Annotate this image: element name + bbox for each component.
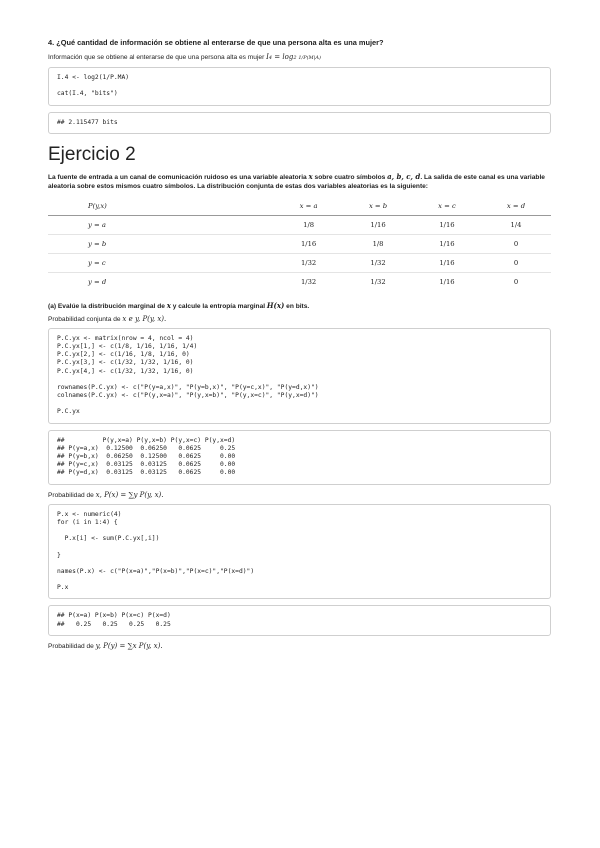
table-header-row: [48, 197, 551, 216]
code-line: ## 0.25 0.25 0.25 0.25: [57, 620, 171, 628]
table-cell: 0: [481, 272, 551, 291]
code-line: ## P(y=a,x) 0.12500 0.06250 0.0625 0.25: [57, 444, 236, 452]
code-line: [57, 576, 542, 584]
table-cell: y = c: [48, 253, 274, 272]
code-line: [57, 400, 542, 408]
table-cell: 1/32: [274, 253, 343, 272]
table-cell: 1/16: [274, 234, 343, 253]
code-block-i4: [48, 67, 551, 106]
code-block-px: [48, 504, 551, 600]
table-header-cell: x = a: [274, 197, 343, 216]
table-row: [48, 272, 551, 291]
code-block-joint-matrix: [48, 328, 551, 424]
code-line: P.C.yx[2,] <- c(1/16, 1/8, 1/16, 0): [57, 351, 190, 359]
joint-distribution-table: [48, 197, 551, 291]
table-header-cell: x = d: [481, 197, 551, 216]
code-line: P.x[i] <- sum(P.C.yx[,i]): [57, 535, 160, 543]
code-line: ## P(y,x=a) P(y,x=b) P(y,x=c) P(y,x=d): [57, 436, 236, 444]
table-header-cell: P(y,x): [48, 197, 274, 216]
table-row: [48, 234, 551, 253]
table-cell: 1/32: [343, 272, 413, 291]
code-line: [57, 543, 542, 551]
table-cell: y = d: [48, 272, 274, 291]
code-line: P.C.yx <- matrix(nrow = 4, ncol = 4): [57, 334, 194, 342]
code-line: P.x: [57, 584, 69, 592]
table-cell: 1/16: [343, 215, 413, 234]
code-line: ## P(x=a) P(x=b) P(x=c) P(x=d): [57, 612, 171, 620]
table-cell: 1/16: [413, 272, 481, 291]
table-cell: y = b: [48, 234, 274, 253]
table-row: [48, 253, 551, 272]
table-cell: 1/16: [413, 253, 481, 272]
table-cell: 0: [481, 234, 551, 253]
code-line: [57, 82, 542, 90]
table-header-cell: x = b: [343, 197, 413, 216]
code-line: [57, 527, 542, 535]
py-probability-text: Probabilidad de y, P(y) = ∑x P(y, x).: [48, 641, 163, 650]
table-cell: 1/32: [343, 253, 413, 272]
table-cell: 1/8: [343, 234, 413, 253]
code-line: ## P(y=b,x) 0.06250 0.12500 0.0625 0.00: [57, 453, 236, 460]
table-cell: 0: [481, 253, 551, 272]
output-block-joint-matrix: [48, 430, 551, 485]
document-content: [48, 30, 551, 655]
code-line: ## P(y=d,x) 0.03125 0.03125 0.0625 0.00: [57, 469, 236, 477]
question-4-text: Información que se obtiene al enterarse de que una persona alta es mujer I4 = log2 1/P(M|A): [48, 53, 321, 61]
code-line: P.C.yx[3,] <- c(1/32, 1/32, 1/16, 0): [57, 359, 194, 367]
code-line: colnames(P.C.yx) <- c("P(y,x=a)", "P(y,x=b)", "P(y,x=c)", "P(y,x=d)"): [57, 392, 319, 400]
exercise-intro: La fuente de entrada a un canal de comunicación ruidoso es una variable aleatoria x sobre cuatro símbolos a, b, c, d. La salida de este canal es una variable aleatoria sobre estos mismos cuatro símbolos. La distribución conjunta de estas dos variables aleatorias es la siguiente:: [48, 171, 545, 190]
code-line: P.C.yx[1,] <- c(1/8, 1/16, 1/16, 1/4): [57, 342, 198, 350]
code-line: P.x <- numeric(4): [57, 510, 122, 518]
table-cell: 1/32: [274, 272, 343, 291]
code-line: names(P.x) <- c("P(x=a)","P(x=b)","P(x=c)","P(x=d)"): [57, 567, 255, 575]
output-block-px: [48, 605, 551, 635]
table-cell: 1/16: [413, 215, 481, 234]
table-header-cell: x = c: [413, 197, 481, 216]
table-cell: y = a: [48, 215, 274, 234]
code-line: }: [57, 551, 61, 559]
code-line: ## 2.115477 bits: [57, 118, 118, 126]
table-cell: 1/8: [274, 215, 343, 234]
table-row: [48, 215, 551, 234]
code-line: I.4 <- log2(1/P.MA): [57, 74, 130, 81]
part-a-title: (a) Evalúe la distribución marginal de x y calcule la entropía marginal H(x) en bits.: [48, 300, 310, 310]
table-cell: 1/16: [413, 234, 481, 253]
code-line: [57, 560, 542, 568]
code-line: ## P(y=c,x) 0.03125 0.03125 0.0625 0.00: [57, 461, 236, 469]
code-line: P.C.yx[4,] <- c(1/32, 1/32, 1/16, 0): [57, 367, 194, 375]
section-heading: Ejercicio 2: [48, 143, 136, 165]
code-line: for (i in 1:4) {: [57, 518, 118, 526]
output-block-i4: [48, 112, 551, 134]
code-line: cat(I.4, "bits"): [57, 90, 118, 98]
px-probability-text: Probabilidad de x, P(x) = ∑y P(y, x).: [48, 490, 164, 499]
code-line: rownames(P.C.yx) <- c("P(y=a,x)", "P(y=b,x)", "P(y=c,x)", "P(y=d,x)"): [57, 383, 319, 391]
joint-probability-text: Probabilidad conjunta de x e y, P(y, x).: [48, 314, 167, 323]
code-line: [57, 376, 542, 384]
question-4-title: 4. ¿Qué cantidad de información se obtiene al enterarse de que una persona alta es una mujer?: [48, 38, 384, 47]
code-line: P.C.yx: [57, 408, 80, 416]
table-cell: 1/4: [481, 215, 551, 234]
